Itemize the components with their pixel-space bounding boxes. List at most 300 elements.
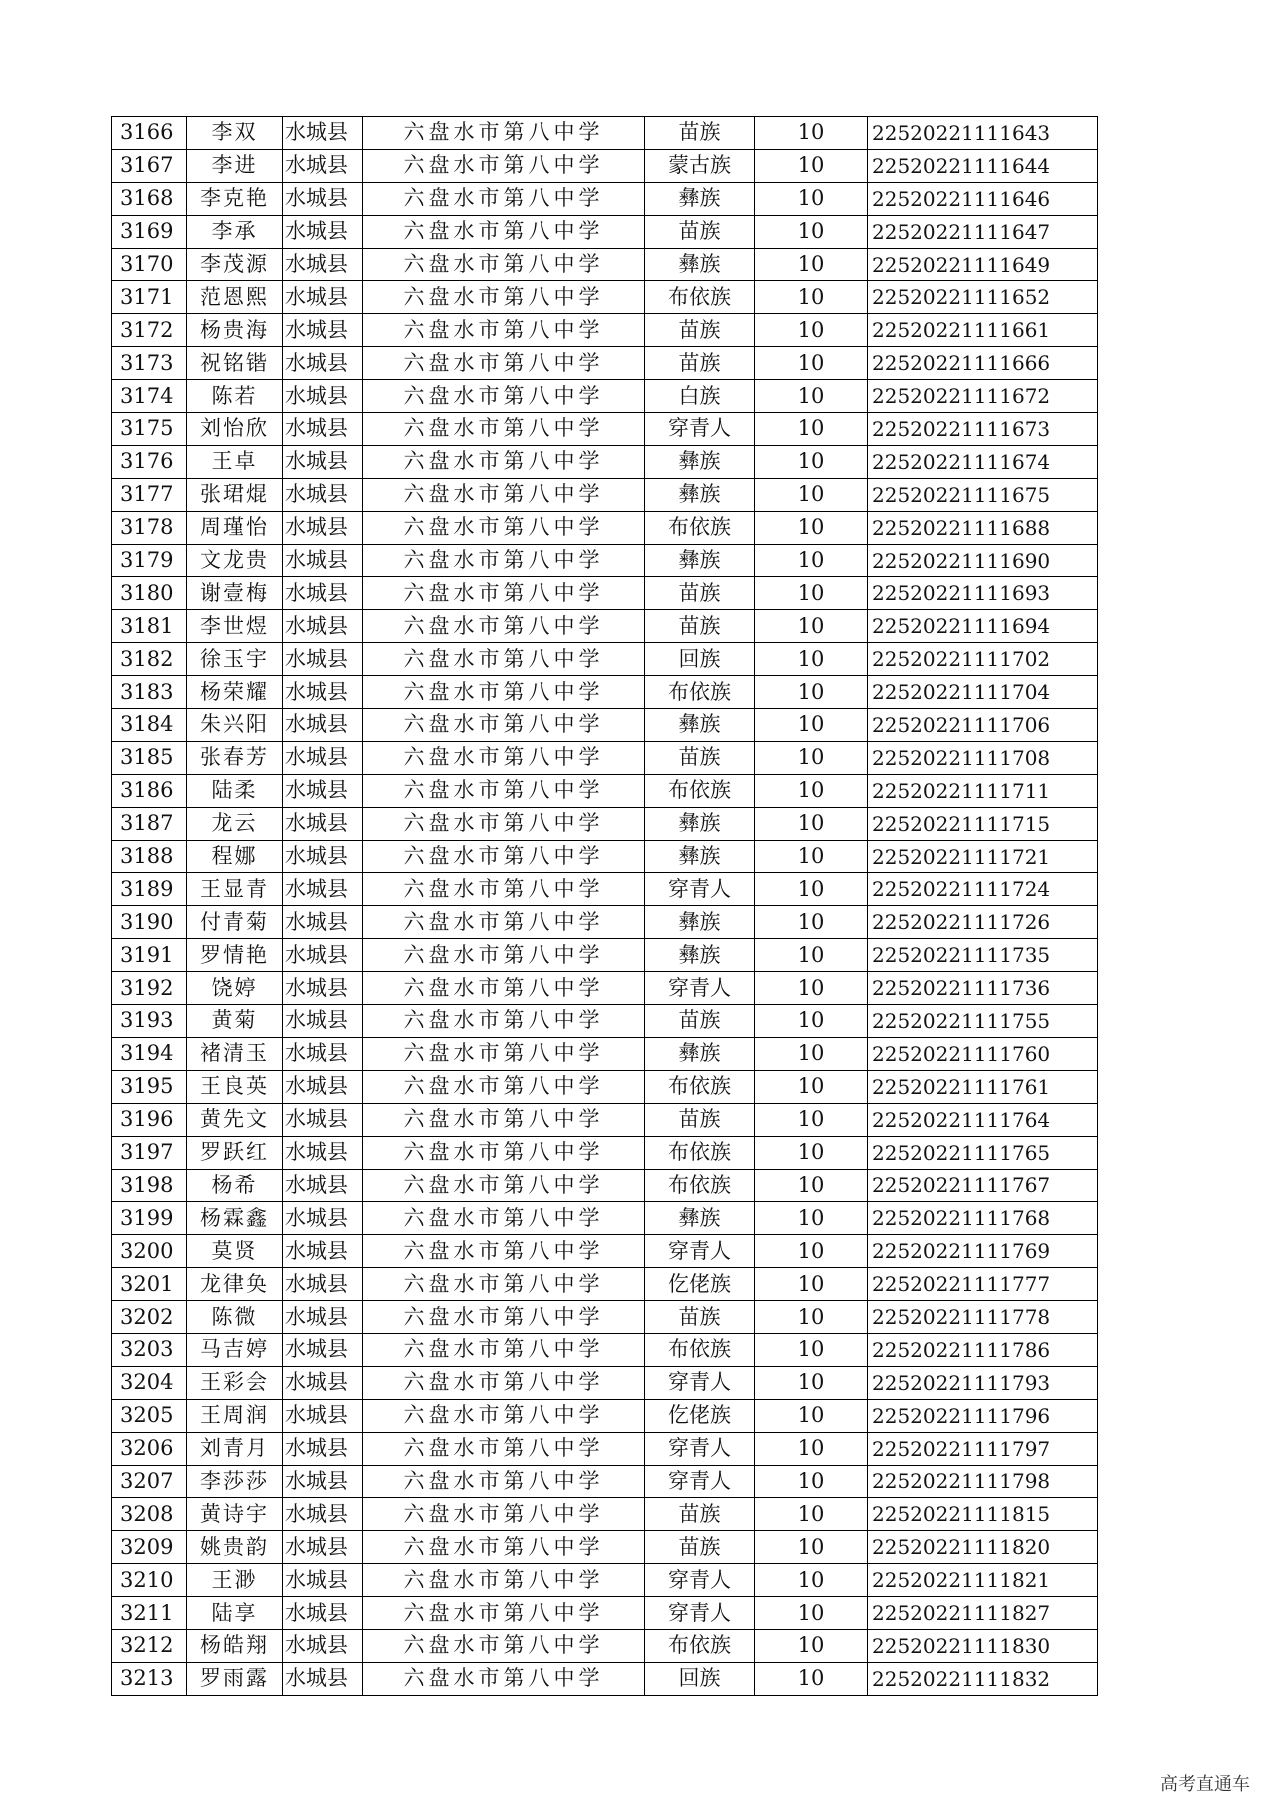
grade-cell: 10 [755, 215, 868, 248]
table-row [112, 314, 1098, 347]
serial-number-cell: 3193 [112, 1005, 187, 1038]
serial-number-cell: 3179 [112, 544, 187, 577]
school-cell: 六盘水市第八中学 [363, 643, 645, 676]
school-cell: 六盘水市第八中学 [363, 577, 645, 610]
exam-number-cell: 22520221111820 [868, 1531, 1098, 1564]
exam-number-cell: 22520221111715 [868, 807, 1098, 840]
table-row [112, 149, 1098, 182]
table-row [112, 478, 1098, 511]
county-cell: 水城县 [283, 1136, 363, 1169]
table-row [112, 1629, 1098, 1662]
school-cell: 六盘水市第八中学 [363, 1564, 645, 1597]
county-cell: 水城县 [283, 511, 363, 544]
exam-number-cell: 22520221111735 [868, 939, 1098, 972]
ethnicity-cell: 穿青人 [645, 413, 755, 446]
county-cell: 水城县 [283, 709, 363, 742]
exam-number-cell: 22520221111761 [868, 1070, 1098, 1103]
student-name-cell: 王卓 [187, 445, 283, 478]
school-cell: 六盘水市第八中学 [363, 182, 645, 215]
serial-number-cell: 3201 [112, 1268, 187, 1301]
roster-table [111, 116, 1098, 1696]
student-name-cell: 张珺焜 [187, 478, 283, 511]
watermark-text: 高考直通车 [1160, 1774, 1250, 1795]
grade-cell: 10 [755, 1498, 868, 1531]
student-name-cell: 杨皓翔 [187, 1629, 283, 1662]
exam-number-cell: 22520221111674 [868, 445, 1098, 478]
table-row [112, 709, 1098, 742]
grade-cell: 10 [755, 149, 868, 182]
school-cell: 六盘水市第八中学 [363, 1169, 645, 1202]
student-name-cell: 龙云 [187, 807, 283, 840]
county-cell: 水城县 [283, 1169, 363, 1202]
exam-number-cell: 22520221111693 [868, 577, 1098, 610]
table-row [112, 840, 1098, 873]
exam-number-cell: 22520221111767 [868, 1169, 1098, 1202]
exam-number-cell: 22520221111765 [868, 1136, 1098, 1169]
ethnicity-cell: 彝族 [645, 1202, 755, 1235]
table-row [112, 1301, 1098, 1334]
county-cell: 水城县 [283, 478, 363, 511]
exam-number-cell: 22520221111694 [868, 610, 1098, 643]
student-name-cell: 王良英 [187, 1070, 283, 1103]
exam-number-cell: 22520221111666 [868, 347, 1098, 380]
grade-cell: 10 [755, 1662, 868, 1695]
school-cell: 六盘水市第八中学 [363, 1005, 645, 1038]
county-cell: 水城县 [283, 1498, 363, 1531]
school-cell: 六盘水市第八中学 [363, 1235, 645, 1268]
school-cell: 六盘水市第八中学 [363, 1301, 645, 1334]
exam-number-cell: 22520221111821 [868, 1564, 1098, 1597]
ethnicity-cell: 布依族 [645, 676, 755, 709]
table-row [112, 511, 1098, 544]
exam-number-cell: 22520221111644 [868, 149, 1098, 182]
serial-number-cell: 3202 [112, 1301, 187, 1334]
serial-number-cell: 3167 [112, 149, 187, 182]
school-cell: 六盘水市第八中学 [363, 1465, 645, 1498]
ethnicity-cell: 穿青人 [645, 1564, 755, 1597]
ethnicity-cell: 彝族 [645, 939, 755, 972]
ethnicity-cell: 布依族 [645, 281, 755, 314]
school-cell: 六盘水市第八中学 [363, 1037, 645, 1070]
serial-number-cell: 3203 [112, 1333, 187, 1366]
ethnicity-cell: 彝族 [645, 248, 755, 281]
grade-cell: 10 [755, 807, 868, 840]
ethnicity-cell: 苗族 [645, 610, 755, 643]
serial-number-cell: 3186 [112, 774, 187, 807]
school-cell: 六盘水市第八中学 [363, 1136, 645, 1169]
ethnicity-cell: 苗族 [645, 347, 755, 380]
school-cell: 六盘水市第八中学 [363, 1399, 645, 1432]
serial-number-cell: 3192 [112, 972, 187, 1005]
serial-number-cell: 3183 [112, 676, 187, 709]
serial-number-cell: 3211 [112, 1597, 187, 1630]
student-name-cell: 姚贵韵 [187, 1531, 283, 1564]
exam-number-cell: 22520221111706 [868, 709, 1098, 742]
ethnicity-cell: 穿青人 [645, 1235, 755, 1268]
table-row [112, 873, 1098, 906]
ethnicity-cell: 苗族 [645, 1301, 755, 1334]
ethnicity-cell: 彝族 [645, 182, 755, 215]
ethnicity-cell: 布依族 [645, 1333, 755, 1366]
grade-cell: 10 [755, 1597, 868, 1630]
school-cell: 六盘水市第八中学 [363, 774, 645, 807]
table-row [112, 1366, 1098, 1399]
county-cell: 水城县 [283, 380, 363, 413]
county-cell: 水城县 [283, 1662, 363, 1695]
grade-cell: 10 [755, 906, 868, 939]
exam-number-cell: 22520221111768 [868, 1202, 1098, 1235]
table-row [112, 544, 1098, 577]
exam-number-cell: 22520221111778 [868, 1301, 1098, 1334]
serial-number-cell: 3181 [112, 610, 187, 643]
table-row [112, 774, 1098, 807]
grade-cell: 10 [755, 741, 868, 774]
exam-number-cell: 22520221111786 [868, 1333, 1098, 1366]
serial-number-cell: 3191 [112, 939, 187, 972]
serial-number-cell: 3206 [112, 1432, 187, 1465]
ethnicity-cell: 彝族 [645, 807, 755, 840]
exam-number-cell: 22520221111646 [868, 182, 1098, 215]
ethnicity-cell: 苗族 [645, 1498, 755, 1531]
table-row [112, 1399, 1098, 1432]
exam-number-cell: 22520221111708 [868, 741, 1098, 774]
ethnicity-cell: 穿青人 [645, 873, 755, 906]
school-cell: 六盘水市第八中学 [363, 1103, 645, 1136]
grade-cell: 10 [755, 774, 868, 807]
county-cell: 水城县 [283, 1037, 363, 1070]
table-row [112, 413, 1098, 446]
school-cell: 六盘水市第八中学 [363, 1662, 645, 1695]
ethnicity-cell: 白族 [645, 380, 755, 413]
roster-body [112, 117, 1098, 1696]
serial-number-cell: 3204 [112, 1366, 187, 1399]
exam-number-cell: 22520221111647 [868, 215, 1098, 248]
school-cell: 六盘水市第八中学 [363, 1202, 645, 1235]
table-row [112, 1564, 1098, 1597]
table-row [112, 972, 1098, 1005]
student-name-cell: 罗情艳 [187, 939, 283, 972]
exam-number-cell: 22520221111688 [868, 511, 1098, 544]
table-row [112, 347, 1098, 380]
exam-number-cell: 22520221111830 [868, 1629, 1098, 1662]
student-name-cell: 黄诗宇 [187, 1498, 283, 1531]
ethnicity-cell: 穿青人 [645, 1597, 755, 1630]
school-cell: 六盘水市第八中学 [363, 215, 645, 248]
county-cell: 水城县 [283, 1366, 363, 1399]
exam-number-cell: 22520221111777 [868, 1268, 1098, 1301]
ethnicity-cell: 穿青人 [645, 1465, 755, 1498]
serial-number-cell: 3213 [112, 1662, 187, 1695]
student-name-cell: 程娜 [187, 840, 283, 873]
grade-cell: 10 [755, 1333, 868, 1366]
county-cell: 水城县 [283, 248, 363, 281]
student-name-cell: 付青菊 [187, 906, 283, 939]
grade-cell: 10 [755, 347, 868, 380]
grade-cell: 10 [755, 1103, 868, 1136]
ethnicity-cell: 彝族 [645, 445, 755, 478]
exam-number-cell: 22520221111661 [868, 314, 1098, 347]
grade-cell: 10 [755, 1399, 868, 1432]
ethnicity-cell: 彝族 [645, 544, 755, 577]
county-cell: 水城县 [283, 840, 363, 873]
ethnicity-cell: 回族 [645, 643, 755, 676]
county-cell: 水城县 [283, 1597, 363, 1630]
ethnicity-cell: 仡佬族 [645, 1399, 755, 1432]
school-cell: 六盘水市第八中学 [363, 1629, 645, 1662]
county-cell: 水城县 [283, 413, 363, 446]
student-name-cell: 马吉婷 [187, 1333, 283, 1366]
student-name-cell: 罗跃红 [187, 1136, 283, 1169]
grade-cell: 10 [755, 445, 868, 478]
serial-number-cell: 3200 [112, 1235, 187, 1268]
student-name-cell: 刘青月 [187, 1432, 283, 1465]
school-cell: 六盘水市第八中学 [363, 906, 645, 939]
county-cell: 水城县 [283, 1005, 363, 1038]
school-cell: 六盘水市第八中学 [363, 281, 645, 314]
student-name-cell: 陆享 [187, 1597, 283, 1630]
school-cell: 六盘水市第八中学 [363, 972, 645, 1005]
student-name-cell: 王显青 [187, 873, 283, 906]
county-cell: 水城县 [283, 610, 363, 643]
grade-cell: 10 [755, 511, 868, 544]
ethnicity-cell: 彝族 [645, 709, 755, 742]
exam-number-cell: 22520221111827 [868, 1597, 1098, 1630]
grade-cell: 10 [755, 873, 868, 906]
ethnicity-cell: 回族 [645, 1662, 755, 1695]
grade-cell: 10 [755, 314, 868, 347]
county-cell: 水城县 [283, 1301, 363, 1334]
table-row [112, 1005, 1098, 1038]
exam-number-cell: 22520221111724 [868, 873, 1098, 906]
student-name-cell: 李茂源 [187, 248, 283, 281]
student-name-cell: 徐玉宇 [187, 643, 283, 676]
grade-cell: 10 [755, 1169, 868, 1202]
grade-cell: 10 [755, 1070, 868, 1103]
serial-number-cell: 3173 [112, 347, 187, 380]
exam-number-cell: 22520221111832 [868, 1662, 1098, 1695]
grade-cell: 10 [755, 478, 868, 511]
student-name-cell: 陈微 [187, 1301, 283, 1334]
county-cell: 水城县 [283, 1070, 363, 1103]
exam-number-cell: 22520221111796 [868, 1399, 1098, 1432]
school-cell: 六盘水市第八中学 [363, 1070, 645, 1103]
county-cell: 水城县 [283, 643, 363, 676]
ethnicity-cell: 苗族 [645, 1103, 755, 1136]
school-cell: 六盘水市第八中学 [363, 347, 645, 380]
grade-cell: 10 [755, 1005, 868, 1038]
exam-number-cell: 22520221111690 [868, 544, 1098, 577]
serial-number-cell: 3190 [112, 906, 187, 939]
student-name-cell: 莫贤 [187, 1235, 283, 1268]
serial-number-cell: 3171 [112, 281, 187, 314]
grade-cell: 10 [755, 577, 868, 610]
exam-number-cell: 22520221111815 [868, 1498, 1098, 1531]
student-name-cell: 李世煜 [187, 610, 283, 643]
ethnicity-cell: 布依族 [645, 1136, 755, 1169]
student-name-cell: 李承 [187, 215, 283, 248]
table-row [112, 248, 1098, 281]
school-cell: 六盘水市第八中学 [363, 149, 645, 182]
county-cell: 水城县 [283, 906, 363, 939]
table-row [112, 1597, 1098, 1630]
ethnicity-cell: 布依族 [645, 1169, 755, 1202]
county-cell: 水城县 [283, 347, 363, 380]
ethnicity-cell: 彝族 [645, 1037, 755, 1070]
school-cell: 六盘水市第八中学 [363, 1498, 645, 1531]
county-cell: 水城县 [283, 281, 363, 314]
grade-cell: 10 [755, 1037, 868, 1070]
grade-cell: 10 [755, 610, 868, 643]
exam-number-cell: 22520221111797 [868, 1432, 1098, 1465]
grade-cell: 10 [755, 1465, 868, 1498]
ethnicity-cell: 布依族 [645, 1629, 755, 1662]
table-row [112, 741, 1098, 774]
student-name-cell: 朱兴阳 [187, 709, 283, 742]
county-cell: 水城县 [283, 774, 363, 807]
exam-number-cell: 22520221111702 [868, 643, 1098, 676]
table-row [112, 939, 1098, 972]
student-name-cell: 罗雨露 [187, 1662, 283, 1695]
grade-cell: 10 [755, 413, 868, 446]
serial-number-cell: 3180 [112, 577, 187, 610]
student-name-cell: 刘怡欣 [187, 413, 283, 446]
student-name-cell: 王周润 [187, 1399, 283, 1432]
table-row [112, 215, 1098, 248]
ethnicity-cell: 苗族 [645, 314, 755, 347]
table-row [112, 1432, 1098, 1465]
county-cell: 水城县 [283, 676, 363, 709]
county-cell: 水城县 [283, 117, 363, 150]
serial-number-cell: 3207 [112, 1465, 187, 1498]
table-row [112, 445, 1098, 478]
student-name-cell: 黄先文 [187, 1103, 283, 1136]
table-row [112, 117, 1098, 150]
table-row [112, 1103, 1098, 1136]
ethnicity-cell: 苗族 [645, 577, 755, 610]
ethnicity-cell: 穿青人 [645, 1432, 755, 1465]
grade-cell: 10 [755, 1235, 868, 1268]
student-name-cell: 李莎莎 [187, 1465, 283, 1498]
serial-number-cell: 3177 [112, 478, 187, 511]
serial-number-cell: 3194 [112, 1037, 187, 1070]
table-row [112, 1169, 1098, 1202]
school-cell: 六盘水市第八中学 [363, 1366, 645, 1399]
exam-number-cell: 22520221111704 [868, 676, 1098, 709]
serial-number-cell: 3196 [112, 1103, 187, 1136]
county-cell: 水城县 [283, 1333, 363, 1366]
ethnicity-cell: 布依族 [645, 774, 755, 807]
county-cell: 水城县 [283, 741, 363, 774]
county-cell: 水城县 [283, 1202, 363, 1235]
ethnicity-cell: 彝族 [645, 478, 755, 511]
table-row [112, 1202, 1098, 1235]
exam-number-cell: 22520221111755 [868, 1005, 1098, 1038]
ethnicity-cell: 穿青人 [645, 1366, 755, 1399]
serial-number-cell: 3187 [112, 807, 187, 840]
serial-number-cell: 3185 [112, 741, 187, 774]
serial-number-cell: 3178 [112, 511, 187, 544]
table-row [112, 1662, 1098, 1695]
serial-number-cell: 3168 [112, 182, 187, 215]
school-cell: 六盘水市第八中学 [363, 1432, 645, 1465]
student-name-cell: 龙律奂 [187, 1268, 283, 1301]
table-row [112, 1037, 1098, 1070]
county-cell: 水城县 [283, 149, 363, 182]
school-cell: 六盘水市第八中学 [363, 873, 645, 906]
ethnicity-cell: 仡佬族 [645, 1268, 755, 1301]
student-name-cell: 李双 [187, 117, 283, 150]
ethnicity-cell: 苗族 [645, 1531, 755, 1564]
serial-number-cell: 3205 [112, 1399, 187, 1432]
ethnicity-cell: 穿青人 [645, 972, 755, 1005]
student-name-cell: 周瑾怡 [187, 511, 283, 544]
grade-cell: 10 [755, 248, 868, 281]
county-cell: 水城县 [283, 1465, 363, 1498]
table-row [112, 1465, 1098, 1498]
school-cell: 六盘水市第八中学 [363, 1531, 645, 1564]
grade-cell: 10 [755, 1564, 868, 1597]
grade-cell: 10 [755, 117, 868, 150]
school-cell: 六盘水市第八中学 [363, 248, 645, 281]
serial-number-cell: 3170 [112, 248, 187, 281]
school-cell: 六盘水市第八中学 [363, 445, 645, 478]
student-name-cell: 陆柔 [187, 774, 283, 807]
student-name-cell: 张春芳 [187, 741, 283, 774]
county-cell: 水城县 [283, 1564, 363, 1597]
county-cell: 水城县 [283, 1432, 363, 1465]
grade-cell: 10 [755, 1432, 868, 1465]
table-row [112, 1498, 1098, 1531]
student-name-cell: 杨荣耀 [187, 676, 283, 709]
table-row [112, 643, 1098, 676]
table-row [112, 1333, 1098, 1366]
serial-number-cell: 3175 [112, 413, 187, 446]
serial-number-cell: 3212 [112, 1629, 187, 1662]
grade-cell: 10 [755, 380, 868, 413]
student-name-cell: 文龙贵 [187, 544, 283, 577]
grade-cell: 10 [755, 1531, 868, 1564]
student-name-cell: 王渺 [187, 1564, 283, 1597]
student-name-cell: 杨贵海 [187, 314, 283, 347]
serial-number-cell: 3189 [112, 873, 187, 906]
grade-cell: 10 [755, 1629, 868, 1662]
school-cell: 六盘水市第八中学 [363, 807, 645, 840]
county-cell: 水城县 [283, 577, 363, 610]
grade-cell: 10 [755, 840, 868, 873]
student-name-cell: 李进 [187, 149, 283, 182]
ethnicity-cell: 苗族 [645, 215, 755, 248]
table-row [112, 906, 1098, 939]
ethnicity-cell: 彝族 [645, 906, 755, 939]
grade-cell: 10 [755, 1202, 868, 1235]
table-row [112, 380, 1098, 413]
table-row [112, 1235, 1098, 1268]
county-cell: 水城县 [283, 215, 363, 248]
table-row [112, 1268, 1098, 1301]
student-name-cell: 谢壹梅 [187, 577, 283, 610]
county-cell: 水城县 [283, 544, 363, 577]
school-cell: 六盘水市第八中学 [363, 478, 645, 511]
school-cell: 六盘水市第八中学 [363, 314, 645, 347]
county-cell: 水城县 [283, 1268, 363, 1301]
county-cell: 水城县 [283, 1103, 363, 1136]
grade-cell: 10 [755, 281, 868, 314]
table-row [112, 1136, 1098, 1169]
serial-number-cell: 3174 [112, 380, 187, 413]
school-cell: 六盘水市第八中学 [363, 544, 645, 577]
serial-number-cell: 3209 [112, 1531, 187, 1564]
exam-number-cell: 22520221111672 [868, 380, 1098, 413]
